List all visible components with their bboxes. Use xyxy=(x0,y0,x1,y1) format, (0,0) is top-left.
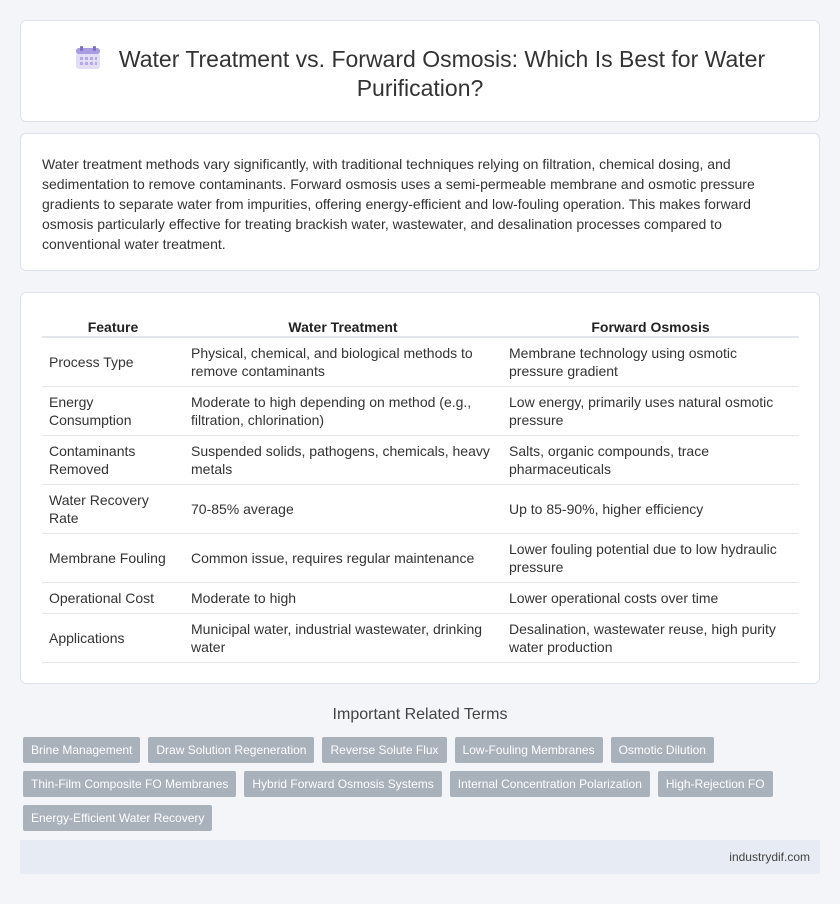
related-term-tag[interactable]: Hybrid Forward Osmosis Systems xyxy=(244,771,441,797)
related-terms-list xyxy=(23,737,803,839)
table-row xyxy=(42,582,799,613)
comparison-card xyxy=(20,292,820,684)
water-treatment-cell: Municipal water, industrial wastewater, drinking water xyxy=(184,613,502,662)
table-row xyxy=(42,484,799,533)
calendar-grid-icon xyxy=(75,46,101,70)
related-term-tag[interactable]: Brine Management xyxy=(23,737,140,763)
related-term-tag[interactable]: High-Rejection FO xyxy=(658,771,773,797)
comparison-table xyxy=(42,315,799,663)
feature-cell: Water Recovery Rate xyxy=(42,484,184,533)
table-row xyxy=(42,435,799,484)
feature-cell: Applications xyxy=(42,613,184,662)
water-treatment-cell: Common issue, requires regular maintenance xyxy=(184,533,502,582)
footer-bar xyxy=(20,840,820,874)
water-treatment-cell: Suspended solids, pathogens, chemicals, heavy metals xyxy=(184,435,502,484)
table-row xyxy=(42,533,799,582)
feature-cell: Process Type xyxy=(42,337,184,386)
page-title-wrap xyxy=(61,45,779,103)
related-term-tag[interactable]: Low-Fouling Membranes xyxy=(455,737,603,763)
title-card xyxy=(20,20,820,122)
related-term-tag[interactable]: Reverse Solute Flux xyxy=(322,737,446,763)
water-treatment-cell: Moderate to high depending on method (e.g., filtration, chlorination) xyxy=(184,386,502,435)
forward-osmosis-cell: Membrane technology using osmotic pressure gradient xyxy=(502,337,799,386)
header-forward-osmosis: Forward Osmosis xyxy=(502,315,799,337)
related-terms-title: Important Related Terms xyxy=(332,706,508,723)
related-term-tag[interactable]: Thin-Film Composite FO Membranes xyxy=(23,771,236,797)
feature-cell: Membrane Fouling xyxy=(42,533,184,582)
intro-paragraph: Water treatment methods vary significantly, with traditional techniques relying on filtration, chemical dosing, and sedimentation to remove contaminants. Forward osmosis uses a semi-permeable membrane and osmotic pressure gradients to separate water from impurities, offering energy-efficient and low-fouling operation. This makes forward osmosis particularly effective for treating brackish water, wastewater, and desalination processes compared to conventional water treatment. xyxy=(42,156,755,252)
forward-osmosis-cell: Up to 85-90%, higher efficiency xyxy=(502,484,799,533)
forward-osmosis-cell: Low energy, primarily uses natural osmotic pressure xyxy=(502,386,799,435)
related-term-tag[interactable]: Draw Solution Regeneration xyxy=(148,737,314,763)
header-water-treatment: Water Treatment xyxy=(184,315,502,337)
page-title: Water Treatment vs. Forward Osmosis: Which Is Best for Water Purification? xyxy=(118,46,766,101)
forward-osmosis-cell: Salts, organic compounds, trace pharmaceuticals xyxy=(502,435,799,484)
feature-cell: Energy Consumption xyxy=(42,386,184,435)
water-treatment-cell: 70-85% average xyxy=(184,484,502,533)
table-row xyxy=(42,613,799,662)
footer-site-link[interactable]: industrydif.com xyxy=(729,850,810,864)
forward-osmosis-cell: Lower operational costs over time xyxy=(502,582,799,613)
water-treatment-cell: Moderate to high xyxy=(184,582,502,613)
related-term-tag[interactable]: Internal Concentration Polarization xyxy=(450,771,650,797)
table-row xyxy=(42,337,799,386)
table-header-row xyxy=(42,315,799,337)
water-treatment-cell: Physical, chemical, and biological methods to remove contaminants xyxy=(184,337,502,386)
header-feature: Feature xyxy=(42,315,184,337)
related-term-tag[interactable]: Energy-Efficient Water Recovery xyxy=(23,805,212,831)
related-term-tag[interactable]: Osmotic Dilution xyxy=(611,737,714,763)
forward-osmosis-cell: Desalination, wastewater reuse, high purity water production xyxy=(502,613,799,662)
feature-cell: Operational Cost xyxy=(42,582,184,613)
table-row xyxy=(42,386,799,435)
forward-osmosis-cell: Lower fouling potential due to low hydraulic pressure xyxy=(502,533,799,582)
feature-cell: Contaminants Removed xyxy=(42,435,184,484)
intro-card xyxy=(20,133,820,271)
